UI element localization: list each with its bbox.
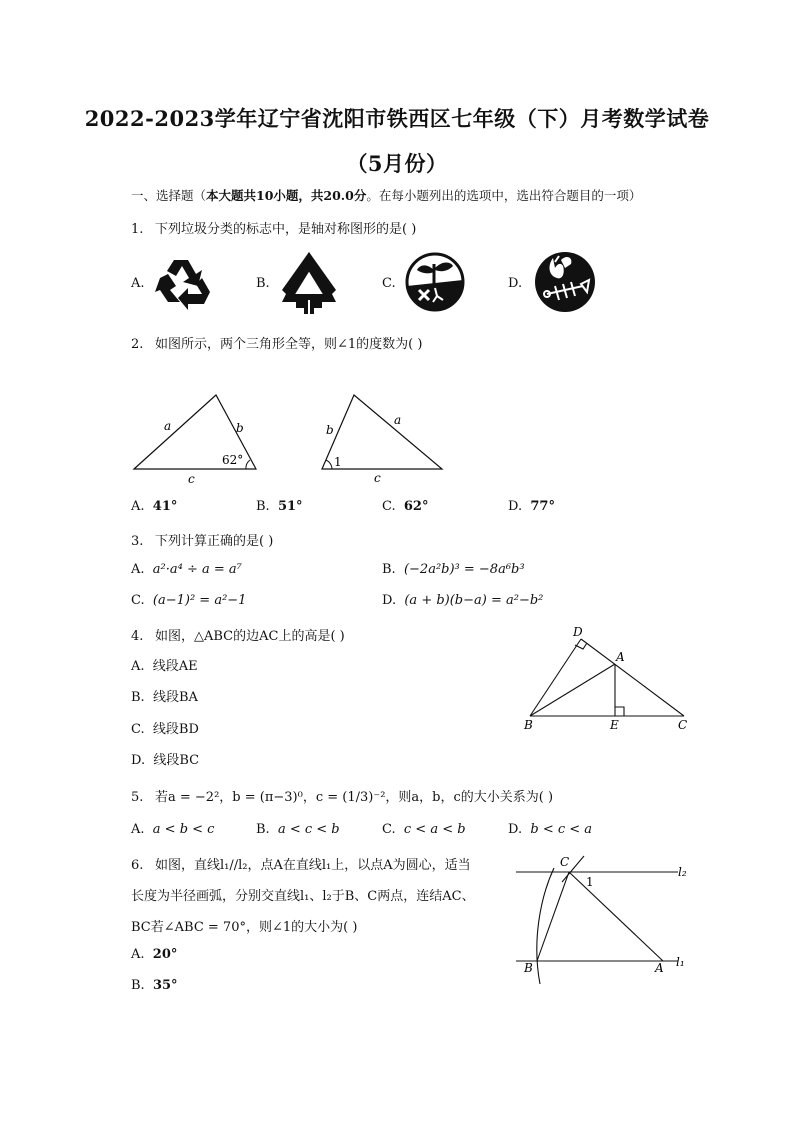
- option-text: a < c < b: [277, 822, 340, 837]
- option-label: D.: [382, 593, 397, 608]
- section-bold: 本大题共10小题，共20.0分: [206, 188, 367, 203]
- q4-option-b: [131, 686, 198, 705]
- q2-triangle-right: [318, 390, 448, 485]
- tri2-angle-1: 1: [334, 455, 342, 469]
- question-text: 若a = −2²，b = (π−3)⁰，c = (1/3)⁻²，则a，b，c的大小关系为( ): [155, 790, 554, 805]
- option-text: b < c < a: [530, 822, 593, 837]
- option-text: (a−1)² = a²−1: [152, 593, 247, 608]
- option-text: 线段AE: [152, 659, 198, 674]
- option-label: A.: [131, 659, 145, 674]
- q2-option-d: [508, 499, 555, 514]
- q2-option-c: [382, 499, 428, 514]
- question-4: [131, 625, 345, 644]
- q6-label-l1: l₁: [676, 955, 685, 969]
- exam-subtitle: （5月份）: [346, 151, 448, 176]
- option-label: A.: [131, 562, 145, 577]
- question-1: [131, 218, 416, 237]
- tri1-angle: 62°: [222, 453, 244, 467]
- tri1-side-a: a: [164, 419, 172, 433]
- option-label: C.: [382, 822, 396, 837]
- food-waste-icon: [533, 250, 597, 314]
- question-6-line2: 长度为半径画弧，分别交直线l₁、l₂于B、C两点，连结AC、: [131, 889, 475, 904]
- tri2-side-c: c: [374, 471, 381, 485]
- question-text: 如图所示，两个三角形全等，则∠1的度数为( ): [155, 337, 423, 352]
- q6-option-b: [131, 978, 178, 993]
- q1-option-d-label: D.: [508, 276, 523, 291]
- option-text: a²·a⁴ ÷ a = a⁷: [152, 562, 242, 577]
- q6-label-angle-1: 1: [586, 875, 594, 889]
- question-5: [131, 786, 553, 805]
- q5-option-c: [382, 822, 466, 837]
- option-label: B.: [382, 562, 396, 577]
- option-label: D.: [131, 753, 146, 768]
- q4-figure: [520, 622, 695, 734]
- option-label: B.: [256, 499, 270, 514]
- option-text: 线段BA: [152, 690, 198, 705]
- option-label: C.: [131, 593, 145, 608]
- question-number: 2.: [131, 337, 144, 352]
- q1-option-a-label: A.: [131, 276, 145, 291]
- option-text: 线段BD: [152, 722, 199, 737]
- tri1-side-c: c: [188, 472, 195, 486]
- option-text: c < a < b: [403, 822, 466, 837]
- q2-option-b: [256, 499, 303, 514]
- question-text: 如图，△ABC的边AC上的高是( ): [155, 629, 345, 644]
- q4-option-d: [131, 749, 199, 768]
- q2-triangle-left: [130, 390, 265, 485]
- option-text: 51°: [277, 499, 303, 514]
- option-text: 62°: [403, 499, 429, 514]
- option-label: B.: [131, 690, 145, 705]
- section-prefix: 一、选择题（: [131, 188, 207, 203]
- question-text: 下列垃圾分类的标志中，是轴对称图形的是( ): [155, 222, 417, 237]
- q6-label-c: C: [560, 855, 570, 869]
- question-number: 4.: [131, 629, 144, 644]
- question-3: [131, 530, 273, 549]
- question-number: 3.: [131, 534, 144, 549]
- triangle-arrows-icon: [278, 250, 340, 316]
- option-label: B.: [131, 978, 145, 993]
- option-text: a < b < c: [152, 822, 215, 837]
- q4-label-d: D: [573, 625, 583, 639]
- question-6-line3: BC若∠ABC = 70°，则∠1的大小为( ): [131, 920, 358, 935]
- q4-label-b: B: [524, 718, 533, 732]
- option-text: 20°: [152, 947, 178, 962]
- q6-option-a: [131, 947, 177, 962]
- q4-option-c: [131, 718, 199, 737]
- option-label: C.: [131, 722, 145, 737]
- option-label: A.: [131, 499, 145, 514]
- option-label: B.: [256, 822, 270, 837]
- q3-option-c: [131, 593, 246, 608]
- tri2-side-b: b: [326, 423, 334, 437]
- q6-label-a: A: [655, 961, 664, 975]
- question-text: 下列计算正确的是( ): [155, 534, 274, 549]
- question-2: [131, 333, 422, 352]
- q6-label-b: B: [524, 961, 533, 975]
- question-number: 1.: [131, 222, 144, 237]
- tri2-side-a: a: [394, 413, 402, 427]
- q5-option-d: [508, 822, 592, 837]
- option-text: (a + b)(b−a) = a²−b²: [404, 593, 544, 608]
- option-text: 41°: [152, 499, 178, 514]
- q6-figure: [510, 852, 695, 992]
- option-text: 77°: [530, 499, 555, 514]
- q4-label-c: C: [678, 718, 688, 732]
- q1-option-c-label: C.: [382, 276, 396, 291]
- q3-option-a: [131, 562, 242, 577]
- option-label: A.: [131, 947, 145, 962]
- q3-option-d: [382, 593, 543, 608]
- exam-title: 2022-2023学年辽宁省沈阳市铁西区七年级（下）月考数学试卷: [84, 106, 710, 131]
- option-label: D.: [508, 822, 523, 837]
- option-text: 线段BC: [153, 753, 200, 768]
- section-suffix: 。在每小题列出的选项中，选出符合题目的一项）: [366, 188, 642, 203]
- option-label: A.: [131, 822, 145, 837]
- question-number: 5.: [131, 790, 144, 805]
- q1-option-b-label: B.: [256, 276, 270, 291]
- question-text-line1: 如图，直线l₁//l₂，点A在直线l₁上，以点A为圆心，适当: [155, 858, 471, 873]
- q4-label-e: E: [610, 718, 619, 732]
- option-label: C.: [382, 499, 396, 514]
- q4-option-a: [131, 655, 198, 674]
- q4-label-a: A: [616, 650, 625, 664]
- option-text: 35°: [152, 978, 178, 993]
- q5-option-a: [131, 822, 214, 837]
- q6-label-l2: l₂: [678, 865, 687, 879]
- option-text: (−2a²b)³ = −8a⁶b³: [403, 562, 525, 577]
- question-6: [131, 854, 471, 873]
- q5-option-b: [256, 822, 340, 837]
- tri1-side-b: b: [236, 421, 244, 435]
- option-label: D.: [508, 499, 523, 514]
- section-header: [131, 186, 641, 204]
- q3-option-b: [382, 562, 525, 577]
- plant-icon: [405, 252, 465, 312]
- question-number: 6.: [131, 858, 144, 873]
- q2-option-a: [131, 499, 177, 514]
- recycle-icon: [152, 254, 214, 314]
